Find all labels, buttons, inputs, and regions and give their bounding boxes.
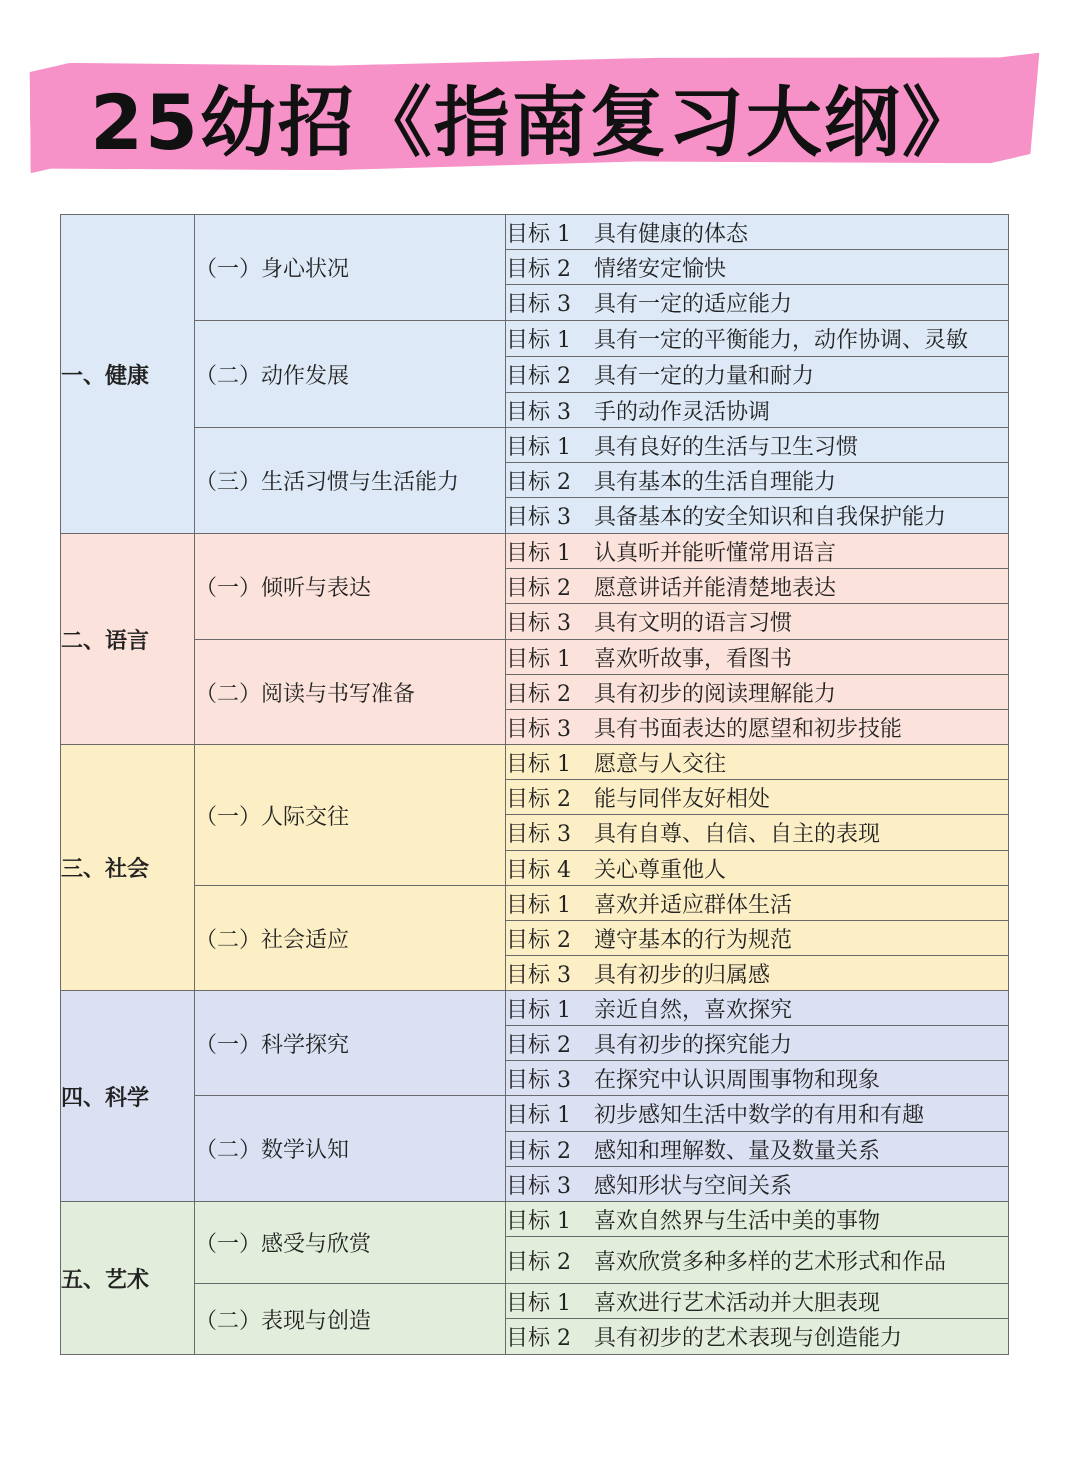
goal-label: 目标 3 xyxy=(506,1067,571,1093)
goal-text: 具有初步的探究能力 xyxy=(594,1032,793,1058)
goal-label: 目标 2 xyxy=(506,575,571,601)
goal-cell xyxy=(506,815,1009,851)
goal-cell xyxy=(506,1026,1009,1061)
goal-cell xyxy=(506,1096,1009,1132)
goal-text: 具有初步的艺术表现与创造能力 xyxy=(594,1326,903,1351)
domain-language: 二、语言 xyxy=(61,534,195,745)
table-row xyxy=(61,640,1009,675)
goal-label: 目标 1 xyxy=(506,434,571,460)
goal-label: 目标 1 xyxy=(506,1208,571,1234)
goal-cell xyxy=(506,1167,1009,1202)
goal-label: 目标 3 xyxy=(506,716,571,742)
goal-cell xyxy=(506,991,1009,1026)
goal-cell xyxy=(506,1319,1009,1355)
subdomain-cell: （二）社会适应 xyxy=(195,886,506,991)
goal-label: 目标 3 xyxy=(506,399,571,425)
goal-text: 感知形状与空间关系 xyxy=(594,1173,793,1199)
goal-text: 具有初步的归属感 xyxy=(594,962,771,988)
goal-label: 目标 2 xyxy=(506,364,571,389)
goal-label: 目标 2 xyxy=(506,1138,571,1164)
goal-text: 初步感知生活中数学的有用和有趣 xyxy=(594,1103,925,1128)
goal-label: 目标 1 xyxy=(506,1290,571,1316)
goal-label: 目标 3 xyxy=(506,611,571,636)
table-row xyxy=(61,321,1009,357)
goal-label: 目标 2 xyxy=(506,469,571,495)
goal-cell xyxy=(506,886,1009,921)
goal-text: 认真听并能听懂常用语言 xyxy=(594,540,837,566)
goal-cell xyxy=(506,1237,1009,1284)
goal-label: 目标 2 xyxy=(506,1326,571,1351)
domain-health: 一、健康 xyxy=(61,215,195,534)
table-row xyxy=(61,428,1009,463)
goal-text: 具有基本的生活自理能力 xyxy=(594,469,837,495)
goal-label: 目标 1 xyxy=(506,751,571,777)
goal-label: 目标 3 xyxy=(506,505,571,530)
goal-label: 目标 2 xyxy=(506,681,571,707)
goal-text: 手的动作灵活协调 xyxy=(594,399,771,425)
subdomain-cell: （一）感受与欣赏 xyxy=(195,1202,506,1284)
outline-table xyxy=(60,214,1009,1355)
goal-text: 在探究中认识周围事物和现象 xyxy=(594,1067,881,1093)
goal-text: 遵守基本的行为规范 xyxy=(594,927,793,953)
table-row xyxy=(61,991,1009,1026)
goal-text: 愿意与人交往 xyxy=(594,751,727,777)
goal-text: 愿意讲话并能清楚地表达 xyxy=(594,575,837,601)
goal-cell xyxy=(506,1284,1009,1319)
goal-cell xyxy=(506,710,1009,745)
goal-cell xyxy=(506,393,1009,428)
subdomain-cell: （一）身心状况 xyxy=(195,215,506,321)
goal-text: 喜欢欣赏多种多样的艺术形式和作品 xyxy=(594,1249,947,1275)
page-title: 25幼招《指南复习大纲》 xyxy=(90,77,980,167)
goal-cell xyxy=(506,780,1009,815)
goal-text: 喜欢听故事，看图书 xyxy=(594,646,793,672)
goal-cell xyxy=(506,1132,1009,1167)
goal-cell xyxy=(506,357,1009,393)
table-row xyxy=(61,215,1009,250)
goal-text: 关心尊重他人 xyxy=(594,857,727,883)
goal-cell xyxy=(506,921,1009,956)
goal-cell xyxy=(506,1202,1009,1237)
subdomain-cell: （二）动作发展 xyxy=(195,321,506,428)
subdomain-cell: （二）表现与创造 xyxy=(195,1284,506,1355)
goal-text: 亲近自然，喜欢探究 xyxy=(594,997,793,1023)
goal-cell xyxy=(506,285,1009,321)
table-row xyxy=(61,534,1009,569)
goal-cell xyxy=(506,675,1009,710)
goal-label: 目标 1 xyxy=(506,646,571,672)
goal-text: 喜欢进行艺术活动并大胆表现 xyxy=(594,1290,881,1316)
table-row xyxy=(61,1284,1009,1319)
goal-text: 喜欢自然界与生活中美的事物 xyxy=(594,1208,881,1234)
goal-text: 具有自尊、自信、自主的表现 xyxy=(594,822,881,847)
goal-cell xyxy=(506,250,1009,285)
goal-text: 具有书面表达的愿望和初步技能 xyxy=(594,716,903,742)
goal-cell xyxy=(506,215,1009,250)
table-row xyxy=(61,745,1009,780)
goal-cell xyxy=(506,534,1009,569)
goal-label: 目标 3 xyxy=(506,292,571,317)
goal-cell xyxy=(506,569,1009,604)
goal-text: 具有良好的生活与卫生习惯 xyxy=(594,434,859,460)
subdomain-cell: （一）人际交往 xyxy=(195,745,506,886)
goal-cell xyxy=(506,1061,1009,1096)
subdomain-cell: （一）科学探究 xyxy=(195,991,506,1096)
goal-cell xyxy=(506,851,1009,886)
goal-text: 具有初步的阅读理解能力 xyxy=(594,681,837,707)
goal-cell xyxy=(506,463,1009,498)
table-row xyxy=(61,886,1009,921)
table-row xyxy=(61,1096,1009,1132)
subdomain-cell: （二）数学认知 xyxy=(195,1096,506,1202)
goal-label: 目标 2 xyxy=(506,1249,571,1275)
goal-cell xyxy=(506,321,1009,357)
goal-label: 目标 2 xyxy=(506,786,571,812)
goal-cell xyxy=(506,745,1009,780)
goal-text: 具有一定的力量和耐力 xyxy=(594,364,815,389)
goal-label: 目标 1 xyxy=(506,997,571,1023)
goal-cell xyxy=(506,498,1009,534)
goal-label: 目标 1 xyxy=(506,892,571,918)
goal-cell xyxy=(506,640,1009,675)
goal-cell xyxy=(506,604,1009,640)
goal-text: 具有文明的语言习惯 xyxy=(594,611,793,636)
goal-label: 目标 3 xyxy=(506,1173,571,1199)
goal-text: 能与同伴友好相处 xyxy=(594,786,771,812)
subdomain-cell: （一）倾听与表达 xyxy=(195,534,506,640)
subdomain-cell: （三）生活习惯与生活能力 xyxy=(195,428,506,534)
goal-text: 喜欢并适应群体生活 xyxy=(594,892,793,918)
goal-text: 具有一定的平衡能力，动作协调、灵敏 xyxy=(594,328,969,353)
goal-label: 目标 1 xyxy=(506,328,571,353)
goal-label: 目标 3 xyxy=(506,822,571,847)
goal-text: 具有一定的适应能力 xyxy=(594,292,793,317)
subdomain-cell: （二）阅读与书写准备 xyxy=(195,640,506,745)
table-row xyxy=(61,1202,1009,1237)
goal-text: 感知和理解数、量及数量关系 xyxy=(594,1138,881,1164)
domain-art: 五、艺术 xyxy=(61,1202,195,1355)
goal-text: 具有健康的体态 xyxy=(594,221,749,247)
goal-label: 目标 2 xyxy=(506,927,571,953)
domain-society: 三、社会 xyxy=(61,745,195,991)
goal-label: 目标 1 xyxy=(506,1103,571,1128)
goal-label: 目标 2 xyxy=(506,1032,571,1058)
goal-label: 目标 2 xyxy=(506,256,571,282)
goal-label: 目标 1 xyxy=(506,540,571,566)
goal-text: 情绪安定愉快 xyxy=(594,256,727,282)
goal-label: 目标 1 xyxy=(506,221,571,247)
goal-cell xyxy=(506,956,1009,991)
goal-label: 目标 3 xyxy=(506,962,571,988)
goal-text: 具备基本的安全知识和自我保护能力 xyxy=(594,505,947,530)
goal-label: 目标 4 xyxy=(506,857,571,883)
domain-science: 四、科学 xyxy=(61,991,195,1202)
goal-cell xyxy=(506,428,1009,463)
